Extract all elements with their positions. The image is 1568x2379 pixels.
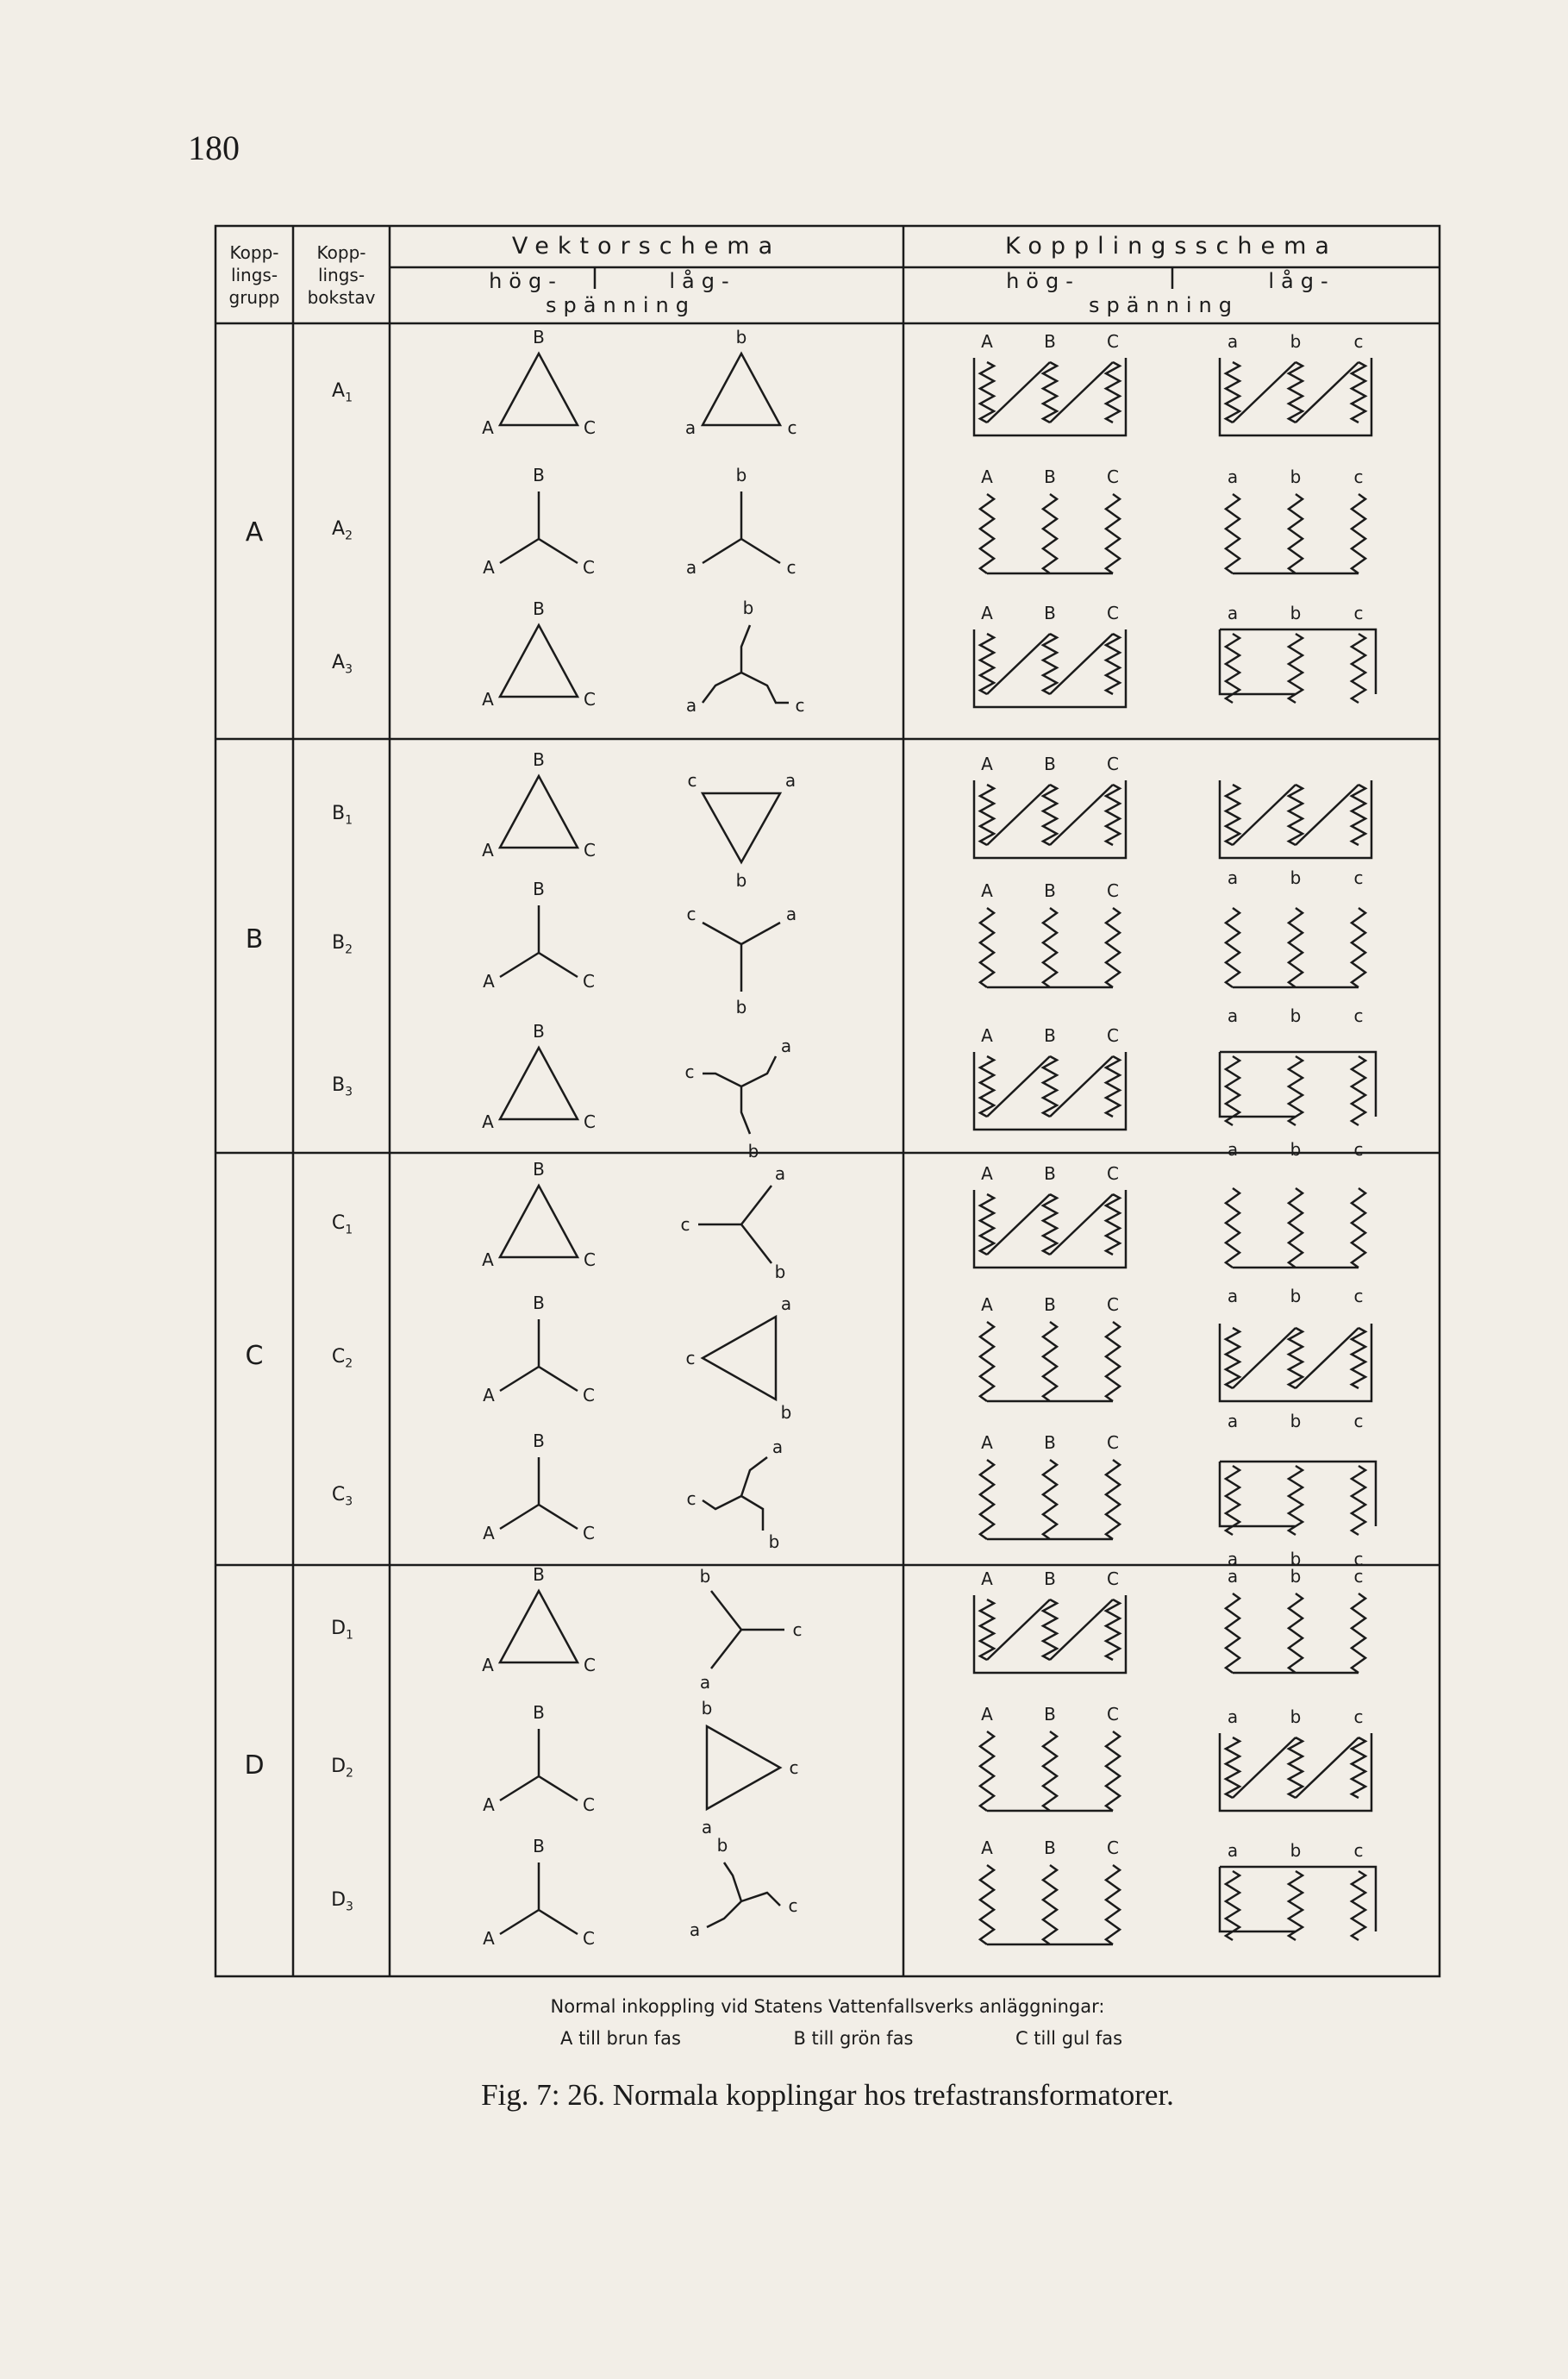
phase-label: c <box>787 417 797 438</box>
phase-label: a <box>1227 1840 1239 1861</box>
phase-label: c <box>788 1895 798 1916</box>
vector-low-b3 <box>703 1056 776 1134</box>
phase-label: B <box>533 1431 545 1451</box>
code-label-d2 <box>295 1756 390 1780</box>
phase-label: c <box>1353 1840 1364 1861</box>
code-sub: 1 <box>346 1628 353 1643</box>
code-label-b2 <box>295 932 390 956</box>
phase-label: b <box>716 1835 728 1856</box>
phase-label: b <box>1290 1286 1302 1306</box>
vector-high-d2 <box>500 1729 578 1800</box>
code-letter: C <box>331 1346 346 1368</box>
winding-high-b2 <box>980 908 1120 987</box>
phase-label: c <box>786 557 796 578</box>
vector-high-b2 <box>500 905 578 977</box>
header-letter-line2: lings- <box>317 265 365 285</box>
phase-label: b <box>1290 1411 1302 1431</box>
phase-label: B <box>1044 1837 1056 1858</box>
phase-label: C <box>1107 880 1119 901</box>
vector-high-b1 <box>500 776 578 848</box>
winding-low-d2 <box>1220 1733 1371 1811</box>
code-label-d1 <box>295 1618 390 1642</box>
phase-label: c <box>789 1757 799 1778</box>
phase-label: B <box>1044 754 1056 774</box>
code-label-b3 <box>295 1074 390 1099</box>
phase-label: b <box>780 1402 792 1423</box>
header-letter-line3: bokstav <box>307 287 376 308</box>
note-a: A till brun fas <box>560 2028 681 2049</box>
vector-low-a2 <box>703 491 780 563</box>
vector-low-c3 <box>703 1457 767 1531</box>
phase-label: b <box>735 997 747 1017</box>
winding-high-a3 <box>974 629 1126 707</box>
phase-label: a <box>685 557 697 578</box>
phase-label: c <box>680 1214 690 1235</box>
phase-label: c <box>684 1061 695 1082</box>
header-vek-lag: låg- <box>669 269 736 293</box>
phase-label: b <box>747 1141 759 1161</box>
phase-label: B <box>1044 603 1056 623</box>
table-frame <box>216 226 1440 1976</box>
phase-label: a <box>1227 867 1239 888</box>
phase-label: B <box>1044 1025 1056 1046</box>
note-b: B till grön fas <box>793 2028 914 2049</box>
phase-label: C <box>583 971 595 992</box>
phase-label: c <box>795 695 805 716</box>
vector-high-a2 <box>500 491 578 563</box>
header-group-line3: grupp <box>228 287 280 308</box>
phase-label: b <box>742 598 754 618</box>
winding-high-d2 <box>980 1731 1120 1811</box>
phase-label: C <box>1107 466 1119 487</box>
phase-label: c <box>1353 1139 1364 1160</box>
phase-label: b <box>1290 1139 1302 1160</box>
phase-label: B <box>1044 466 1056 487</box>
phase-label: b <box>1290 1566 1302 1587</box>
phase-label: c <box>1353 603 1364 623</box>
phase-label: A <box>981 1704 993 1725</box>
code-sub: 1 <box>345 1223 353 1237</box>
code-sub: 3 <box>345 662 353 677</box>
phase-label: A <box>981 754 993 774</box>
code-label-a2 <box>295 518 390 542</box>
phase-label: c <box>687 770 697 791</box>
header-kop-hog: hög- <box>1006 269 1080 293</box>
vector-low-d2 <box>707 1726 780 1809</box>
code-letter: B <box>331 803 346 824</box>
winding-low-b2 <box>1226 908 1365 987</box>
vector-high-c1 <box>500 1186 578 1257</box>
code-sub: 2 <box>345 529 353 543</box>
phase-label: B <box>533 1159 545 1180</box>
phase-label: C <box>584 417 596 438</box>
phase-label: C <box>583 1928 595 1949</box>
phase-label: A <box>981 1837 993 1858</box>
code-letter: C <box>331 1484 346 1506</box>
code-sub: 2 <box>346 1766 353 1781</box>
phase-label: C <box>584 689 596 710</box>
phase-label: B <box>533 598 545 619</box>
phase-label: b <box>1290 1840 1302 1861</box>
phase-label: C <box>1107 1163 1119 1184</box>
phase-label: a <box>780 1293 792 1314</box>
phase-label: B <box>533 749 545 770</box>
winding-low-c3 <box>1220 1462 1376 1535</box>
phase-label: C <box>583 1794 595 1815</box>
vector-high-a3 <box>500 625 578 697</box>
phase-label: b <box>768 1531 780 1552</box>
phase-label: B <box>533 327 545 347</box>
group-c: C <box>245 1341 264 1371</box>
winding-high-c2 <box>980 1322 1120 1401</box>
phase-label: A <box>482 1249 494 1270</box>
code-label-c3 <box>295 1484 390 1508</box>
phase-label: C <box>584 840 596 861</box>
code-label-c1 <box>295 1212 390 1236</box>
phase-label: b <box>1290 1706 1302 1727</box>
phase-label: C <box>1107 1837 1119 1858</box>
phase-label: A <box>483 971 495 992</box>
figure-caption: Fig. 7: 26. Normala kopplingar hos trefastransformatorer. <box>481 2078 1174 2112</box>
winding-high-b3 <box>974 1052 1126 1130</box>
phase-label: a <box>780 1036 792 1056</box>
phase-label: c <box>1353 867 1364 888</box>
phase-label: A <box>981 466 993 487</box>
winding-low-d3 <box>1220 1867 1376 1940</box>
code-label-a3 <box>295 652 390 676</box>
phase-label: a <box>1227 331 1239 352</box>
vector-low-a3 <box>703 625 789 703</box>
winding-low-b3 <box>1220 1052 1376 1125</box>
phase-label: c <box>1353 1549 1364 1569</box>
page-number: 180 <box>188 128 240 167</box>
phase-label: C <box>1107 1025 1119 1046</box>
code-sub: 1 <box>345 391 353 405</box>
phase-label: b <box>1290 1005 1302 1026</box>
vector-low-b2 <box>703 923 780 992</box>
phase-label: a <box>772 1437 784 1457</box>
phase-label: a <box>684 417 697 438</box>
phase-label: b <box>1290 603 1302 623</box>
winding-high-d3 <box>980 1865 1120 1944</box>
phase-label: c <box>1353 466 1364 487</box>
code-sub: 3 <box>346 1900 353 1914</box>
code-letter: B <box>331 932 346 954</box>
phase-label: B <box>1044 880 1056 901</box>
phase-label: c <box>1353 1706 1364 1727</box>
phase-label: A <box>483 1385 495 1405</box>
phase-label: a <box>1227 1566 1239 1587</box>
code-sub: 3 <box>345 1494 353 1509</box>
phase-label: C <box>1107 754 1119 774</box>
phase-label: A <box>981 1294 993 1315</box>
vector-high-d3 <box>500 1863 578 1934</box>
phase-label: B <box>533 879 545 899</box>
code-letter: B <box>331 1074 346 1096</box>
phase-label: a <box>1227 1139 1239 1160</box>
phase-label: c <box>1353 1005 1364 1026</box>
phase-label: B <box>1044 1704 1056 1725</box>
code-letter: A <box>332 518 346 540</box>
winding-high-a1 <box>974 358 1126 435</box>
code-letter: A <box>332 652 346 673</box>
vector-high-a1 <box>500 354 578 425</box>
phase-label: A <box>981 603 993 623</box>
phase-label: C <box>584 1249 596 1270</box>
phase-label: B <box>533 1836 545 1856</box>
code-sub: 2 <box>345 942 353 957</box>
vector-low-b1 <box>703 793 780 862</box>
code-sub: 1 <box>345 813 353 828</box>
phase-label: A <box>483 557 495 578</box>
phase-label: C <box>1107 331 1119 352</box>
code-sub: 2 <box>345 1356 353 1371</box>
phase-label: B <box>1044 1294 1056 1315</box>
code-sub: 3 <box>345 1085 353 1099</box>
winding-low-d1 <box>1226 1593 1365 1673</box>
phase-label: c <box>1353 1566 1364 1587</box>
winding-high-a2 <box>980 494 1120 573</box>
vector-high-c3 <box>500 1457 578 1529</box>
group-d: D <box>244 1750 265 1781</box>
phase-label: A <box>981 1432 993 1453</box>
phase-label: a <box>1227 603 1239 623</box>
phase-label: b <box>774 1261 786 1282</box>
phase-label: a <box>1227 1411 1239 1431</box>
code-label-d3 <box>295 1889 390 1913</box>
winding-low-a1 <box>1220 358 1371 435</box>
phase-label: b <box>1290 867 1302 888</box>
phase-label: B <box>533 1021 545 1042</box>
phase-label: A <box>482 1111 494 1132</box>
phase-label: A <box>483 1928 495 1949</box>
phase-label: B <box>533 1293 545 1313</box>
phase-label: B <box>533 1564 545 1585</box>
header-letter-line1: Kopp- <box>316 242 366 263</box>
code-letter: D <box>331 1756 347 1777</box>
phase-label: b <box>735 870 747 891</box>
phase-label: B <box>1044 1432 1056 1453</box>
vector-low-a1 <box>703 354 780 425</box>
header-vektorschema: Vektorschema <box>511 233 782 260</box>
header-group-line2: lings- <box>230 265 278 285</box>
phase-label: b <box>1290 331 1302 352</box>
phase-label: a <box>1227 1005 1239 1026</box>
header-kopplingsschema: Kopplingsschema <box>1005 233 1338 260</box>
phase-label: C <box>583 1385 595 1405</box>
code-label-a1 <box>295 380 390 404</box>
phase-label: c <box>792 1619 803 1640</box>
header-vek-hog: hög- <box>489 269 563 293</box>
phase-label: C <box>1107 1294 1119 1315</box>
phase-label: A <box>482 840 494 861</box>
phase-label: B <box>1044 331 1056 352</box>
winding-high-c3 <box>980 1460 1120 1539</box>
winding-high-b1 <box>974 780 1126 858</box>
phase-label: c <box>685 1348 696 1368</box>
phase-label: a <box>1227 1706 1239 1727</box>
phase-label: a <box>701 1817 713 1837</box>
phase-label: A <box>981 880 993 901</box>
phase-label: b <box>701 1698 713 1719</box>
header-group <box>216 241 293 309</box>
vector-low-d3 <box>707 1863 780 1927</box>
winding-high-c1 <box>974 1190 1126 1268</box>
phase-label: A <box>483 1794 495 1815</box>
phase-label: c <box>1353 1411 1364 1431</box>
phase-label: c <box>1353 1286 1364 1306</box>
winding-low-c2 <box>1220 1324 1371 1401</box>
phase-label: C <box>583 557 595 578</box>
phase-label: a <box>785 904 797 924</box>
phase-label: A <box>981 1163 993 1184</box>
phase-label: C <box>584 1111 596 1132</box>
header-kop-lag: låg- <box>1268 269 1335 293</box>
vector-low-d1 <box>711 1591 784 1668</box>
phase-label: a <box>689 1919 701 1940</box>
code-letter: D <box>331 1889 347 1911</box>
vector-low-c1 <box>698 1186 772 1263</box>
code-label-b1 <box>295 803 390 827</box>
header-letter <box>293 241 390 309</box>
code-letter: D <box>331 1618 347 1639</box>
phase-label: b <box>735 327 747 347</box>
phase-label: a <box>1227 1286 1239 1306</box>
header-kop-spanning: spänning <box>1089 293 1239 317</box>
phase-label: A <box>482 689 494 710</box>
phase-label: C <box>1107 1568 1119 1589</box>
phase-label: C <box>1107 1704 1119 1725</box>
header-group-line1: Kopp- <box>229 242 279 263</box>
phase-label: c <box>686 904 697 924</box>
phase-label: a <box>1227 1549 1239 1569</box>
group-b: B <box>245 924 264 955</box>
winding-low-c1 <box>1226 1188 1365 1268</box>
phase-label: a <box>1227 466 1239 487</box>
note-c: C till gul fas <box>1015 2028 1123 2049</box>
winding-low-a3 <box>1220 629 1376 703</box>
phase-label: A <box>482 417 494 438</box>
phase-label: b <box>1290 466 1302 487</box>
phase-label: C <box>584 1655 596 1675</box>
phase-label: a <box>685 695 697 716</box>
group-a: A <box>245 517 264 548</box>
phase-label: B <box>533 465 545 485</box>
vector-high-c2 <box>500 1319 578 1391</box>
code-letter: C <box>331 1212 346 1234</box>
winding-low-a2 <box>1226 494 1365 573</box>
phase-label: a <box>699 1672 711 1693</box>
vector-high-d1 <box>500 1591 578 1662</box>
phase-label: B <box>1044 1568 1056 1589</box>
winding-low-b1 <box>1220 780 1371 858</box>
winding-high-d1 <box>974 1595 1126 1673</box>
code-label-c2 <box>295 1346 390 1370</box>
phase-label: C <box>1107 1432 1119 1453</box>
vector-low-c2 <box>703 1317 776 1399</box>
phase-label: A <box>981 1025 993 1046</box>
phase-label: b <box>735 465 747 485</box>
phase-label: A <box>483 1523 495 1543</box>
note-line1: Normal inkoppling vid Statens Vattenfallsverks anläggningar: <box>550 1996 1105 2017</box>
phase-label: a <box>784 770 796 791</box>
phase-label: a <box>774 1163 786 1184</box>
phase-label: C <box>1107 603 1119 623</box>
phase-label: B <box>1044 1163 1056 1184</box>
code-letter: A <box>332 380 346 402</box>
phase-label: b <box>699 1566 711 1587</box>
vector-high-b3 <box>500 1048 578 1119</box>
phase-label: B <box>533 1702 545 1723</box>
phase-label: A <box>482 1655 494 1675</box>
phase-label: c <box>1353 331 1364 352</box>
phase-label: A <box>981 331 993 352</box>
header-vek-spanning: spänning <box>546 293 696 317</box>
phase-label: C <box>583 1523 595 1543</box>
phase-label: b <box>1290 1549 1302 1569</box>
phase-label: A <box>981 1568 993 1589</box>
phase-label: c <box>686 1488 697 1509</box>
